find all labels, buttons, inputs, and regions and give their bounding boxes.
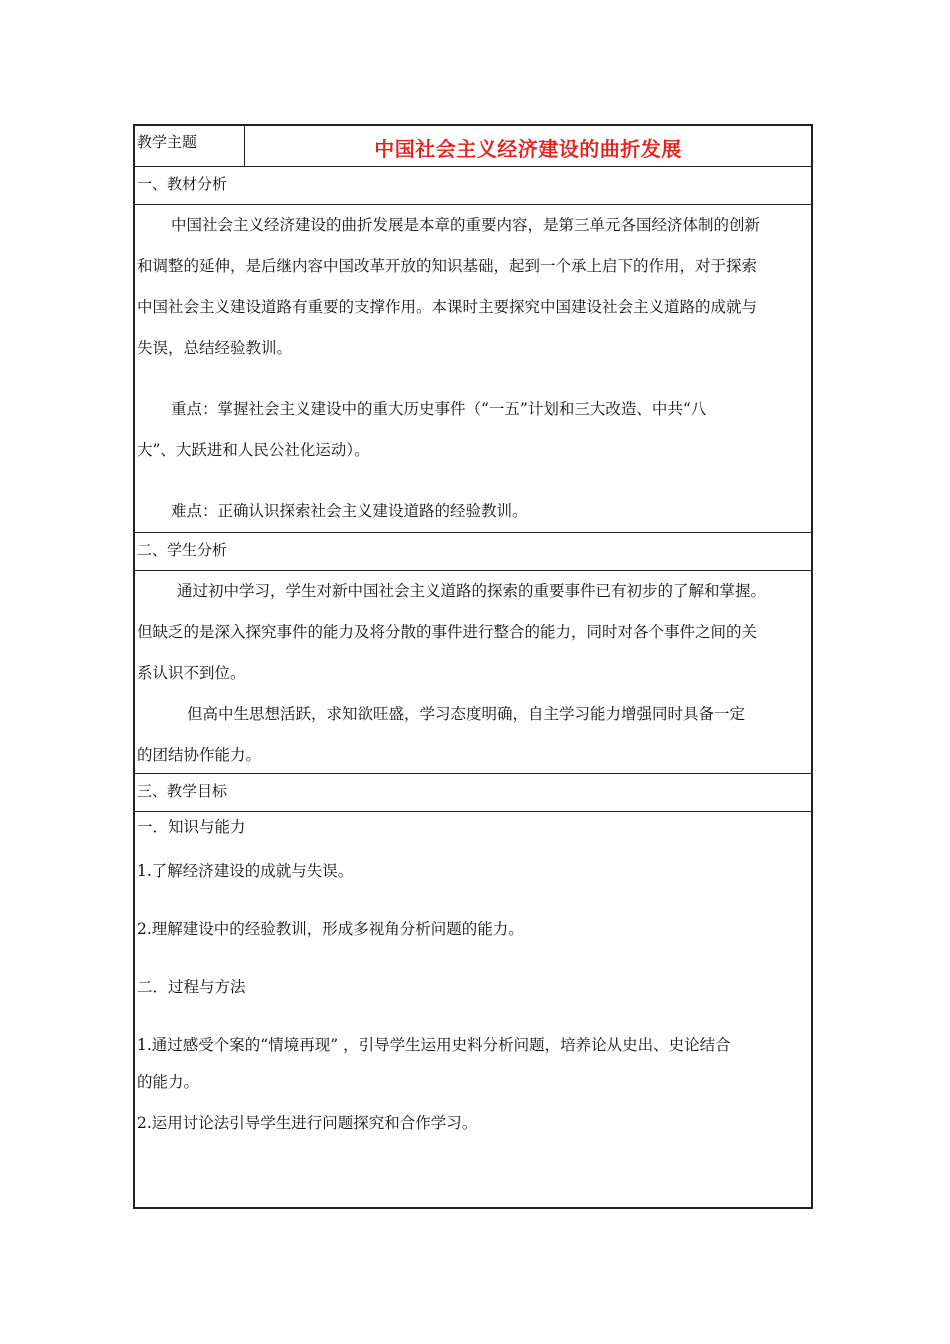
section-heading-student-analysis: 二、学生分析 — [135, 533, 811, 571]
key-points-line: 重点：掌握社会主义建设中的重大历史事件（“一五”计划和三大改造、中共“八 — [171, 400, 707, 418]
goal-item: 1.通过感受个案的“情境再现” ，引导学生运用史料分析问题，培养论从史出、史论结合 — [137, 1036, 731, 1054]
teaching-goals-body — [135, 812, 811, 1207]
sub-heading-process: 二．过程与方法 — [137, 978, 246, 996]
goal-item: 2.运用讨论法引导学生进行问题探究和合作学习。 — [137, 1114, 478, 1132]
title-row — [135, 126, 811, 167]
paragraph-line: 但缺乏的是深入探究事件的能力及将分散的事件进行整合的能力，同时对各个事件之间的关 — [137, 623, 758, 641]
paragraph-line: 系认识不到位。 — [137, 664, 246, 682]
textbook-analysis-body — [135, 205, 811, 533]
student-analysis-body — [135, 571, 811, 774]
paragraph-line: 中国社会主义建设道路有重要的支撑作用。本课时主要探究中国建设社会主义道路的成就与 — [137, 298, 758, 316]
paragraph-line: 失误，总结经验教训。 — [137, 339, 293, 357]
difficulty-line: 难点：正确认识探索社会主义建设道路的经验教训。 — [171, 502, 528, 520]
paragraph-line: 中国社会主义经济建设的曲折发展是本章的重要内容，是第三单元各国经济体制的创新 — [171, 216, 761, 234]
lesson-title: 中国社会主义经济建设的曲折发展 — [374, 137, 682, 161]
topic-label: 教学主题 — [135, 126, 245, 166]
paragraph-line: 通过初中学习，学生对新中国社会主义道路的探索的重要事件已有初步的了解和掌握。 — [177, 582, 767, 600]
section-heading-textbook-analysis: 一、教材分析 — [135, 167, 811, 205]
paragraph-line: 和调整的延伸，是后继内容中国改革开放的知识基础，起到一个承上启下的作用，对于探索 — [137, 257, 758, 275]
paragraph-line: 但高中生思想活跃，求知欲旺盛，学习态度明确，自主学习能力增强同时具备一定 — [187, 705, 746, 723]
key-points-line: 大”、大跃进和人民公社化运动）。 — [137, 441, 370, 459]
goal-item: 的能力。 — [137, 1073, 200, 1091]
lesson-plan-table — [133, 124, 813, 1209]
goal-item: 1.了解经济建设的成就与失误。 — [137, 862, 354, 880]
goal-item: 2.理解建设中的经验教训，形成多视角分析问题的能力。 — [137, 920, 524, 938]
section-heading-teaching-goals: 三、教学目标 — [135, 774, 811, 812]
paragraph-line: 的团结协作能力。 — [137, 746, 262, 764]
sub-heading-knowledge: 一．知识与能力 — [137, 818, 246, 836]
